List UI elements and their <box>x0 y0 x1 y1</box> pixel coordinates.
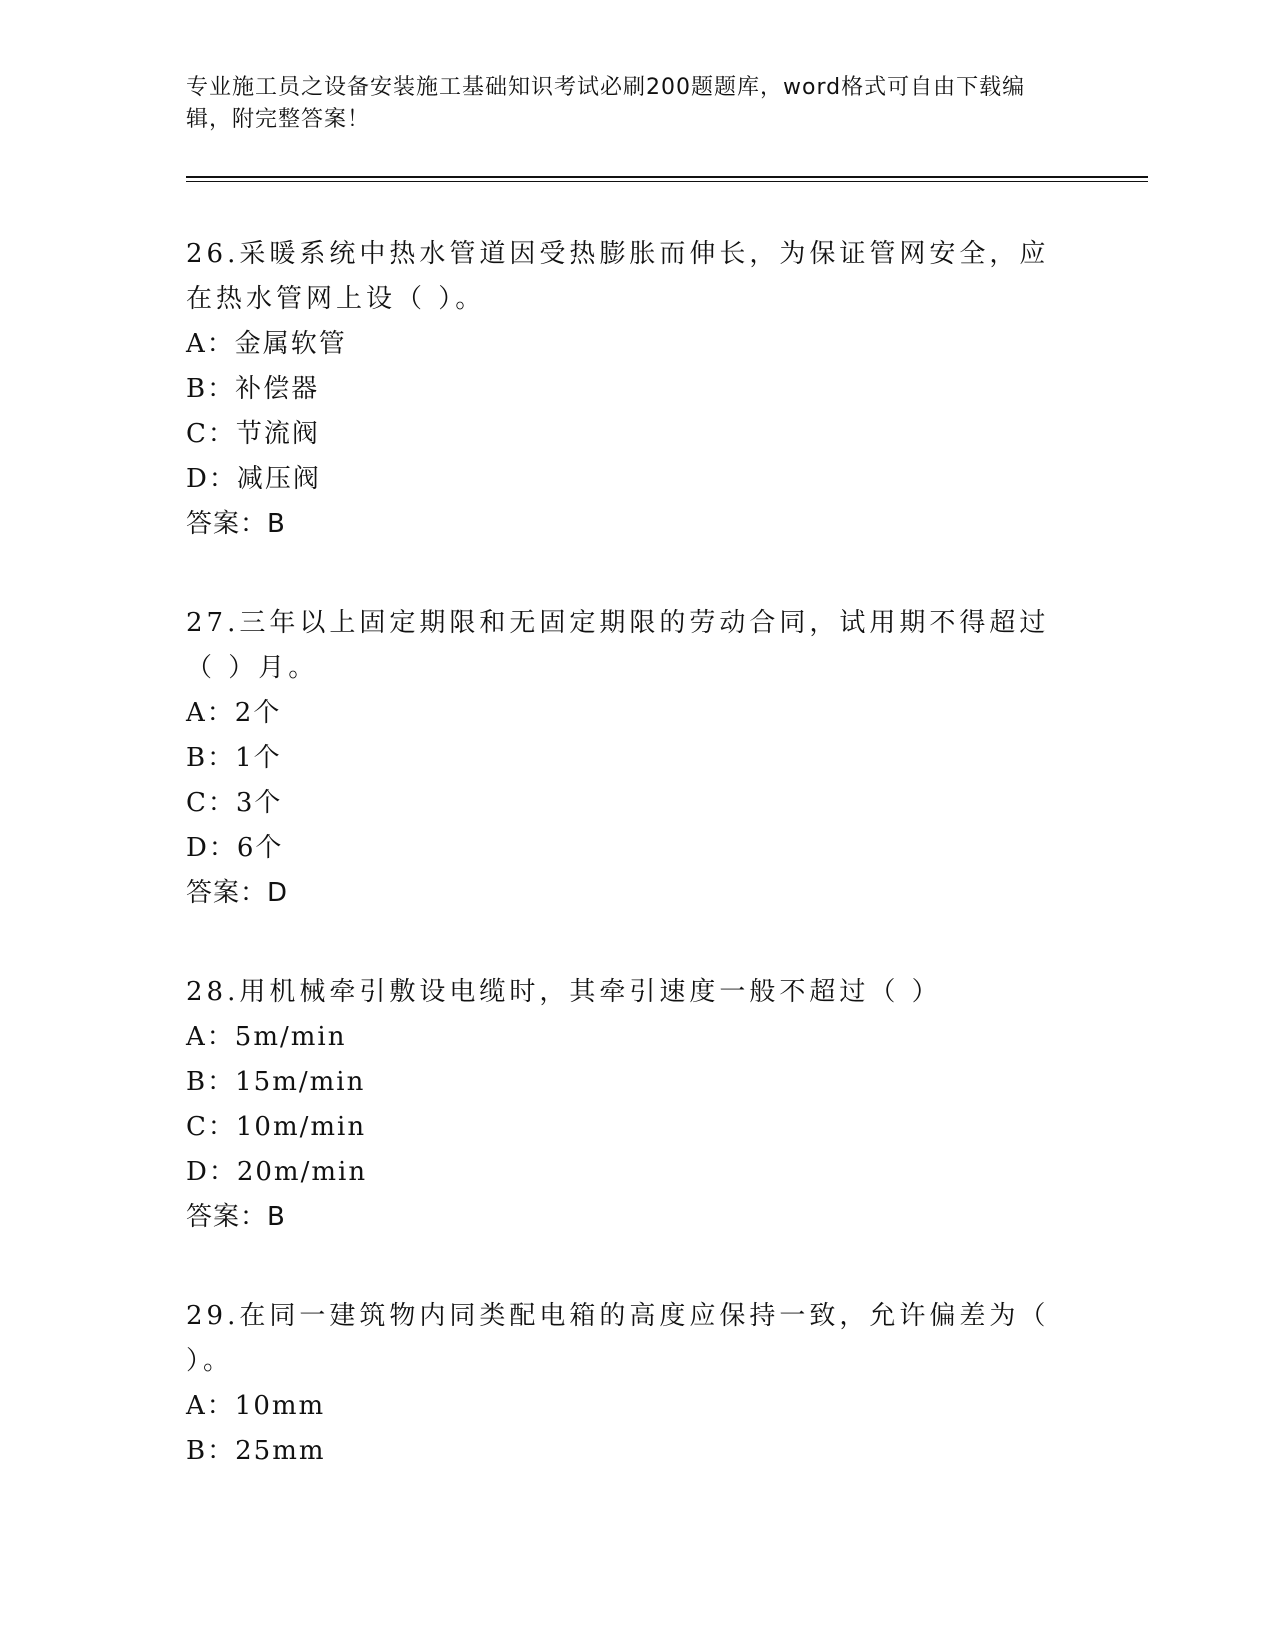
question-28 <box>186 970 1086 1240</box>
question-27 <box>186 601 1086 916</box>
option-a: A：10mm <box>186 1391 326 1421</box>
question-list <box>186 232 1086 1528</box>
option-b: B：15m/min <box>186 1067 366 1097</box>
option-b: B：25mm <box>186 1436 326 1466</box>
option-d: D：6个 <box>186 833 284 863</box>
option-a: A：金属软管 <box>186 329 347 359</box>
option-b: B：补偿器 <box>186 374 320 404</box>
question-29 <box>186 1294 1086 1474</box>
document-header: 专业施工员之设备安装施工基础知识考试必刷200题题库，word格式可自由下载编辑，附完整答案！ <box>186 75 1026 132</box>
question-stem: 29.在同一建筑物内同类配电箱的高度应保持一致，允许偏差为（ ）。 <box>186 1301 1050 1376</box>
option-d: D：20m/min <box>186 1157 368 1187</box>
option-b: B：1个 <box>186 743 282 773</box>
option-c: C：10m/min <box>186 1112 367 1142</box>
question-stem: 28.用机械牵引敷设电缆时，其牵引速度一般不超过（ ） <box>186 977 942 1007</box>
option-d: D：减压阀 <box>186 464 321 494</box>
answer-line: 答案：B <box>186 509 286 539</box>
option-a: A：2个 <box>186 698 282 728</box>
answer-line: 答案：D <box>186 878 289 908</box>
option-c: C：3个 <box>186 788 283 818</box>
header-divider-thin <box>186 181 1148 182</box>
option-a: A：5m/min <box>186 1022 347 1052</box>
option-c: C：节流阀 <box>186 419 320 449</box>
header-divider-thick <box>186 176 1148 178</box>
question-stem: 26.采暖系统中热水管道因受热膨胀而伸长，为保证管网安全，应在热水管网上设（ ）。 <box>186 239 1050 314</box>
question-26 <box>186 232 1086 547</box>
question-stem: 27.三年以上固定期限和无固定期限的劳动合同，试用期不得超过（ ）月。 <box>186 608 1050 683</box>
answer-line: 答案：B <box>186 1202 286 1232</box>
